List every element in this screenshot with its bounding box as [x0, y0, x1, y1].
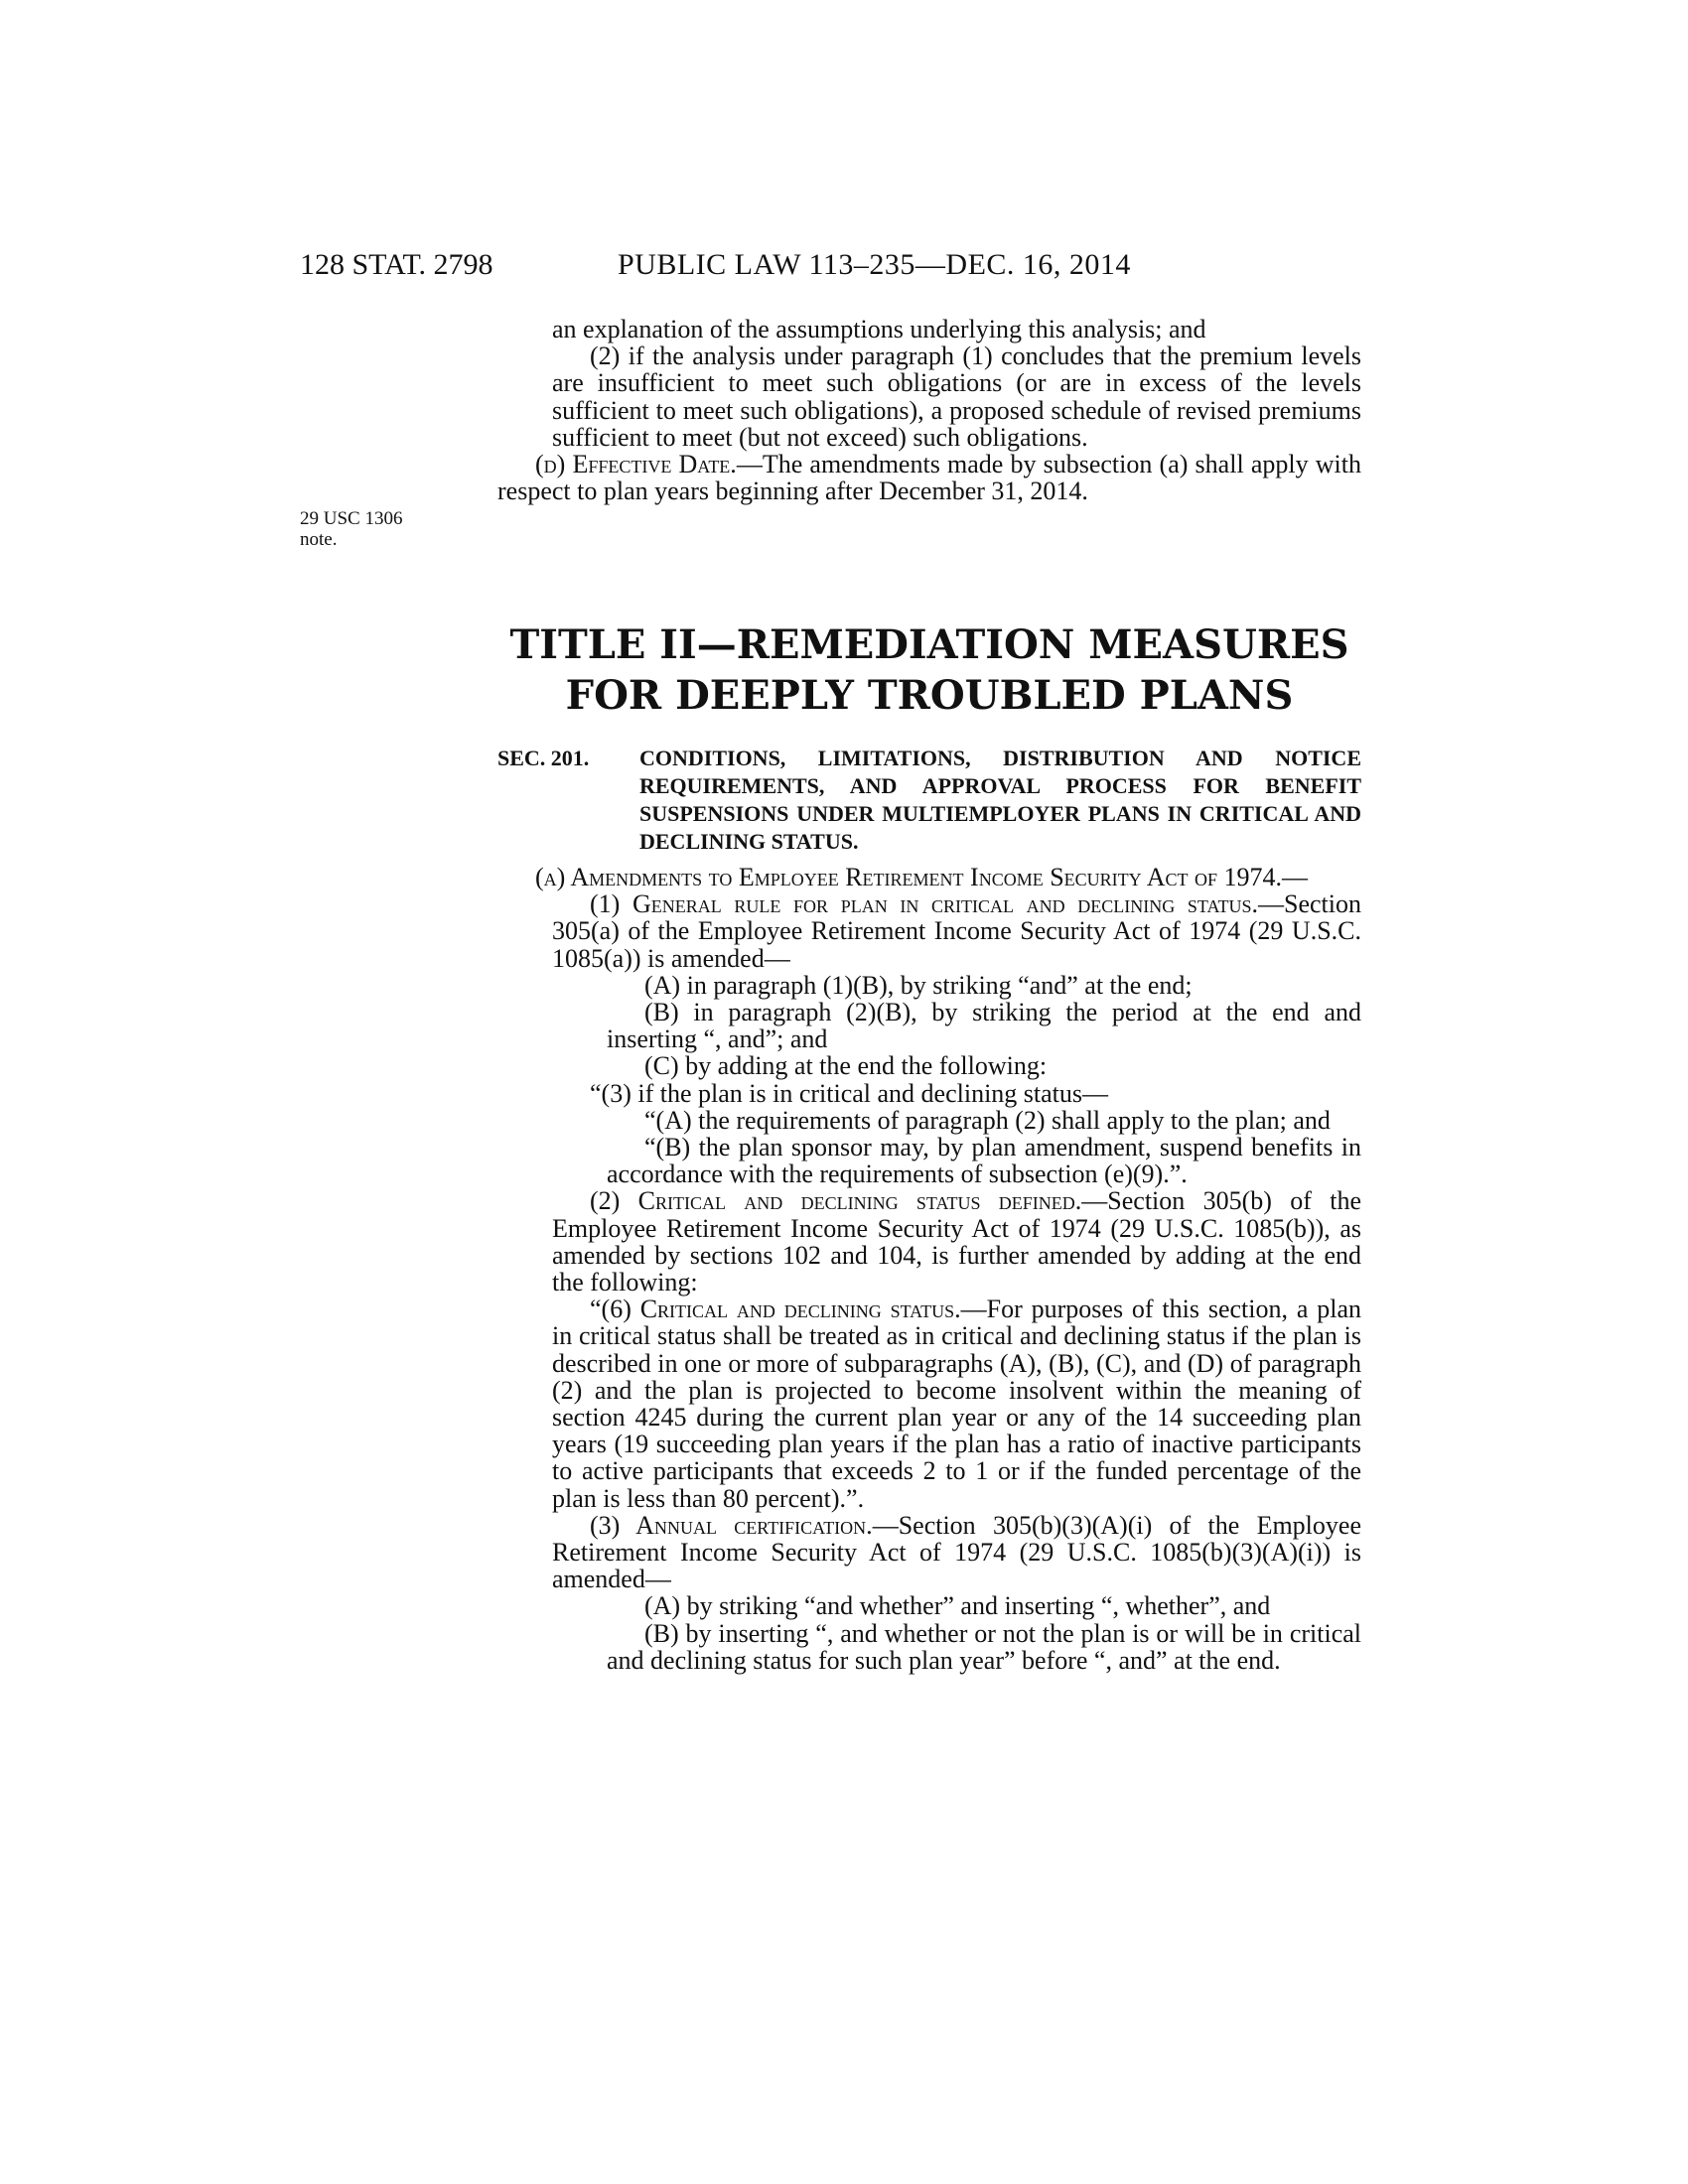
paragraph-a3-text: —Section 305(b)(3)(A)(i) of the Employee Retirement Income Security Act of 1974 (29 U.S.C. 1085(b)(3)(A)(i)) is amended—: [552, 1510, 1361, 1594]
quoted-subparagraph-3B: “(B) the plan sponsor may, by plan amendment, suspend benefits in accordance with the requirements of subsection (e)(9).”.: [607, 1133, 1361, 1189]
paragraph-a1-text: —Section 305(a) of the Employee Retirement Income Security Act of 1974 (29 U.S.C. 1085(a)) is amended—: [552, 889, 1361, 973]
marginal-note: [300, 508, 449, 550]
subparagraph-a1-B: (B) in paragraph (2)(B), by striking the period at the end and inserting “, and”; and: [607, 998, 1361, 1054]
paragraph-a3-heading: (3) Annual certification.: [590, 1510, 873, 1540]
paragraph-a1: [497, 890, 1361, 972]
subparagraph-a1-A: (A) in paragraph (1)(B), by striking “and” at the end;: [644, 970, 1193, 1000]
quoted-subparagraph-3A: “(A) the requirements of paragraph (2) shall apply to the plan; and: [644, 1105, 1331, 1135]
subsection-a: [497, 864, 1361, 890]
subsection-d-effective-date: [497, 451, 1361, 504]
marginal-note-suffix: note.: [300, 529, 338, 550]
subsection-a-text: —: [1282, 863, 1308, 891]
quoted-paragraph-6-text: —For purposes of this section, a plan in critical status shall be treated as in critical and declining status if the plan is described in one or more of subparagraphs (A), (B), (C), and (D) of paragraph (2) and the plan is projected to become insolvent within the meaning of section 4245 during the current plan year or any of the 14 succeeding plan years (19 succeeding plan years if the plan has a ratio of inactive participants to active participants that exceeds 2 to 1 or if the funded percentage of the plan is less than 80 percent).”.: [552, 1295, 1361, 1513]
section-heading: [497, 745, 1361, 856]
paragraph-a1-heading: (1) General rule for plan in critical and declining status.: [590, 889, 1258, 919]
quoted-paragraph-6: [497, 1296, 1361, 1512]
marginal-note-citation: 29 USC 1306: [300, 508, 403, 529]
paragraph-a2: [497, 1187, 1361, 1296]
subsection-d-text: —The amendments made by subsection (a) shall apply with respect to plan years beginning after December 31, 2014.: [497, 450, 1361, 506]
subparagraph-a3-B: (B) by inserting “, and whether or not the plan is or will be in critical and declining status for such plan year” before “, and” at the end.: [607, 1618, 1361, 1675]
title-heading: [497, 619, 1361, 721]
quoted-paragraph-3: “(3) if the plan is in critical and declining status—: [590, 1078, 1109, 1108]
paragraph-a2-text: —Section 305(b) of the Employee Retirement Income Security Act of 1974 (29 U.S.C. 1085(b)), as amended by sections 102 and 104, is further amended by adding at the end the following:: [552, 1186, 1361, 1297]
subsection-d-heading: (d) Effective Date.: [535, 450, 737, 479]
page-header: [300, 248, 1362, 284]
paragraph-2: (2) if the analysis under paragraph (1) concludes that the premium levels are insufficient to meet such obligations (or are in excess of the levels sufficient to meet such obligations), a proposed schedule of revised premiums sufficient to meet (but not exceed) such obligations.: [552, 341, 1361, 452]
paragraph-continuation: an explanation of the assumptions underlying this analysis; and: [552, 315, 1206, 343]
title-line-2: FOR DEEPLY TROUBLED PLANS: [565, 672, 1294, 719]
section-title: CONDITIONS, LIMITATIONS, DISTRIBUTION AND NOTICE REQUIREMENTS, AND APPROVAL PROCESS FOR BENEFIT SUSPENSIONS UNDER MULTIEMPLOYER PLANS IN CRITICAL AND DECLINING STATUS.: [639, 746, 1361, 854]
paragraph-a3: [497, 1512, 1361, 1593]
subparagraph-a1-C: (C) by adding at the end the following:: [644, 1051, 1048, 1081]
quoted-paragraph-6-heading: “(6) Critical and declining status.: [590, 1295, 961, 1324]
section-number: SEC. 201.: [497, 746, 590, 770]
public-law-reference: PUBLIC LAW 113–235—DEC. 16, 2014: [618, 248, 1131, 281]
title-line-1: TITLE II—REMEDIATION MEASURES: [509, 621, 1349, 668]
subsection-a-heading: (a) Amendments to Employee Retirement Income Security Act of 1974.: [535, 863, 1282, 891]
section-body: [497, 864, 1361, 1674]
continued-text-block: [497, 316, 1361, 504]
paragraph-a2-heading: (2) Critical and declining status defined.: [590, 1186, 1082, 1216]
subparagraph-a3-A: (A) by striking “and whether” and inserting “, whether”, and: [644, 1591, 1271, 1621]
statute-page-reference: 128 STAT. 2798: [300, 248, 493, 281]
